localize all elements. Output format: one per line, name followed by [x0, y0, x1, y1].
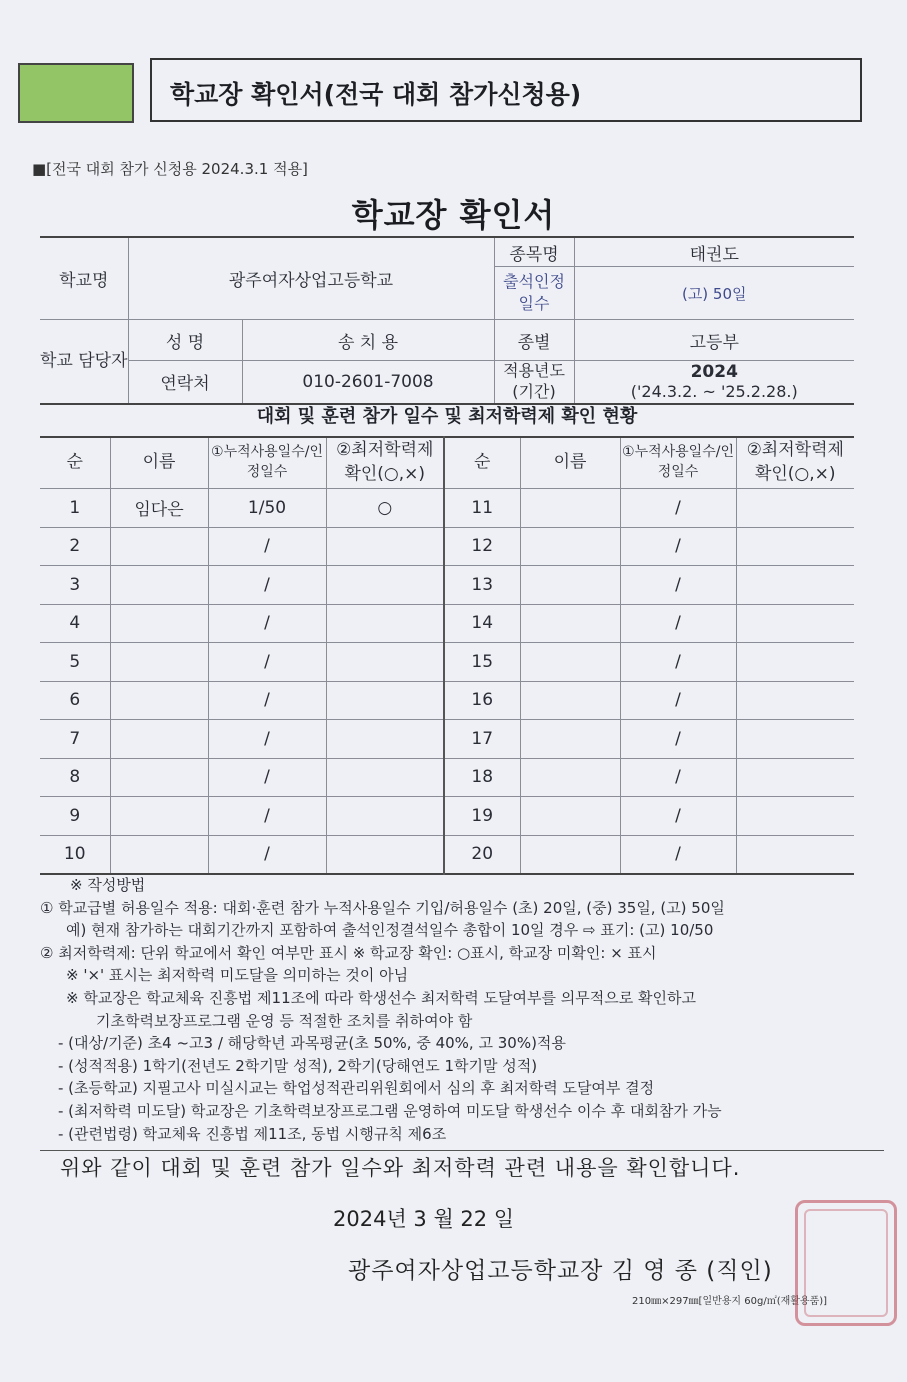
days-used: / — [620, 681, 736, 720]
header-title: 학교장 확인서(전국 대회 참가신청용) — [170, 80, 582, 109]
row-no: 10 — [40, 835, 110, 874]
instruction-line: - (관련법령) 학교체육 진흥법 제11조, 동법 시행규칙 제6조 — [58, 1124, 447, 1143]
row-no: 11 — [444, 489, 520, 528]
academic-check — [736, 835, 854, 874]
divider — [40, 1150, 884, 1151]
table-row — [40, 681, 854, 720]
col-days: ①누적사용일수/인정일수 — [620, 437, 736, 489]
academic-check — [736, 720, 854, 759]
manager-name: 송 치 용 — [242, 320, 494, 361]
instruction-line: - (대상/기준) 초4 ~고3 / 해당학년 과목평균(초 50%, 중 40%, 고 30%)적용 — [58, 1034, 566, 1053]
academic-check — [326, 835, 444, 874]
instruction-line: ② 최저학력제: 단위 학교에서 확인 여부만 표시 ※ 학교장 확인: ○표시, 학교장 미확인: × 표시 — [40, 943, 657, 962]
student-name — [520, 835, 620, 874]
days-used: / — [208, 604, 326, 643]
academic-check — [736, 681, 854, 720]
attendance-value: (고) 50일 — [574, 267, 854, 320]
days-used: / — [208, 835, 326, 874]
col-name: 이름 — [110, 437, 208, 489]
instruction-line: - (초등학교) 지필고사 미실시교는 학업성적관리위원회에서 심의 후 최저학력 도달여부 결정 — [58, 1079, 655, 1098]
student-name — [110, 527, 208, 566]
manager-label: 학교 담당자 — [40, 320, 128, 404]
days-used: / — [208, 797, 326, 836]
days-used: / — [620, 527, 736, 566]
academic-check — [326, 604, 444, 643]
student-name — [110, 758, 208, 797]
academic-check — [736, 604, 854, 643]
period-value: ('24.3.2. ~ '25.2.28.) — [630, 382, 798, 402]
row-no: 2 — [40, 527, 110, 566]
table-row — [40, 527, 854, 566]
academic-check — [326, 566, 444, 605]
table-row — [40, 835, 854, 874]
row-no: 17 — [444, 720, 520, 759]
category-label: 종별 — [494, 320, 574, 361]
student-name — [110, 604, 208, 643]
student-name — [520, 797, 620, 836]
instruction-line: ※ '×' 표시는 최저학력 미도달을 의미하는 것이 아님 — [66, 966, 409, 985]
row-no: 12 — [444, 527, 520, 566]
student-name — [520, 758, 620, 797]
days-used: / — [208, 643, 326, 682]
school-name: 광주여자상업고등학교 — [128, 237, 494, 320]
row-no: 14 — [444, 604, 520, 643]
sport-label: 종목명 — [494, 237, 574, 267]
writing-instructions — [40, 874, 880, 1145]
instruction-line: ① 학교급별 허용일수 적용: 대회·훈련 참가 누적사용일수 기입/허용일수 (초) 20일, (중) 35일, (고) 50일 — [40, 898, 725, 917]
col-check: ②최저학력제 확인(○,×) — [736, 437, 854, 489]
table-row — [40, 489, 854, 528]
days-used: / — [620, 720, 736, 759]
row-no: 4 — [40, 604, 110, 643]
row-no: 1 — [40, 489, 110, 528]
confirmation-text: 위와 같이 대회 및 훈련 참가 일수와 최저학력 관련 내용을 확인합니다. — [60, 1156, 741, 1180]
student-name — [520, 604, 620, 643]
student-name — [110, 797, 208, 836]
student-name — [110, 643, 208, 682]
instruction-line: ※ 학교장은 학교체육 진흥법 제11조에 따라 학생선수 최저학력 도달여부를 의무적으로 확인하고 — [66, 988, 696, 1007]
row-no: 16 — [444, 681, 520, 720]
school-info-table — [40, 236, 854, 405]
days-used: / — [208, 758, 326, 797]
row-no: 5 — [40, 643, 110, 682]
days-used: / — [208, 527, 326, 566]
academic-check — [326, 797, 444, 836]
row-no: 15 — [444, 643, 520, 682]
table-row — [40, 720, 854, 759]
attendance-label: 출석인정 일수 — [494, 267, 574, 320]
col-check: ②최저학력제 확인(○,×) — [326, 437, 444, 489]
document-title: 학교장 확인서 — [351, 196, 556, 234]
row-no: 6 — [40, 681, 110, 720]
days-used: / — [620, 566, 736, 605]
academic-check — [326, 527, 444, 566]
table-caption: 대회 및 훈련 참가 일수 및 최저학력제 확인 현황 — [256, 406, 638, 427]
academic-check — [326, 758, 444, 797]
row-no: 13 — [444, 566, 520, 605]
days-used: 1/50 — [208, 489, 326, 528]
instruction-line: - (최저학력 미도달) 학교장은 기초학력보장프로그램 운영하여 미도달 학생선수 이수 후 대회참가 가능 — [58, 1101, 722, 1120]
participation-table — [40, 436, 854, 875]
student-name — [520, 566, 620, 605]
academic-check — [736, 643, 854, 682]
col-name: 이름 — [520, 437, 620, 489]
academic-check — [736, 566, 854, 605]
category-value: 고등부 — [574, 320, 854, 361]
academic-check — [736, 797, 854, 836]
table-row — [40, 566, 854, 605]
green-label-box — [18, 63, 134, 123]
instruction-line: - (성적적용) 1학기(전년도 2학기말 성적), 2학기(당해연도 1학기말 성적) — [58, 1056, 538, 1075]
col-days: ①누적사용일수/인정일수 — [208, 437, 326, 489]
instruction-line: 예) 현재 참가하는 대회기간까지 포함하여 출석인정결석일수 총합이 10일 경우 ⇨ 표기: (고) 10/50 — [66, 921, 714, 940]
student-name — [520, 720, 620, 759]
student-name — [110, 835, 208, 874]
days-used: / — [208, 720, 326, 759]
academic-check: ○ — [326, 489, 444, 528]
student-name — [520, 489, 620, 528]
student-name — [520, 527, 620, 566]
contact-value: 010-2601-7008 — [242, 361, 494, 404]
school-label: 학교명 — [40, 237, 128, 320]
academic-check — [326, 643, 444, 682]
academic-check — [736, 527, 854, 566]
row-no: 9 — [40, 797, 110, 836]
table-row — [40, 643, 854, 682]
days-used: / — [620, 797, 736, 836]
days-used: / — [620, 758, 736, 797]
row-no: 7 — [40, 720, 110, 759]
days-used: / — [208, 566, 326, 605]
instruction-line: ※ 작성방법 — [70, 876, 146, 894]
table-header-row — [40, 437, 854, 489]
student-name — [110, 566, 208, 605]
form-version-note: ■[전국 대회 참가 신청용 2024.3.1 적용] — [32, 160, 308, 178]
row-no: 19 — [444, 797, 520, 836]
days-used: / — [620, 604, 736, 643]
student-name — [520, 643, 620, 682]
academic-check — [326, 681, 444, 720]
col-no: 순 — [444, 437, 520, 489]
academic-check — [736, 489, 854, 528]
row-no: 8 — [40, 758, 110, 797]
year-value: 2024 — [690, 362, 738, 382]
table-row — [40, 758, 854, 797]
student-name: 임다은 — [110, 489, 208, 528]
days-used: / — [620, 643, 736, 682]
year-label: 적용년도 (기간) — [494, 361, 574, 404]
days-used: / — [620, 835, 736, 874]
paper-spec: 210㎜×297㎜[일반용지 60g/㎡(재활용품)] — [632, 1296, 828, 1307]
col-no: 순 — [40, 437, 110, 489]
days-used: / — [620, 489, 736, 528]
academic-check — [736, 758, 854, 797]
row-no: 20 — [444, 835, 520, 874]
name-label: 성 명 — [128, 320, 242, 361]
principal-signature: 광주여자상업고등학교장 김 영 종 (직인) — [348, 1258, 773, 1284]
issue-date: 2024년 3 월 22 일 — [333, 1207, 515, 1231]
header-box — [150, 58, 862, 122]
contact-label: 연락처 — [128, 361, 242, 404]
student-name — [110, 720, 208, 759]
table-row — [40, 604, 854, 643]
academic-check — [326, 720, 444, 759]
sport-value: 태권도 — [574, 237, 854, 267]
row-no: 3 — [40, 566, 110, 605]
instruction-line: 기초학력보장프로그램 운영 등 적절한 조치를 취하여야 함 — [96, 1011, 473, 1030]
student-name — [520, 681, 620, 720]
official-seal — [795, 1200, 897, 1326]
student-name — [110, 681, 208, 720]
row-no: 18 — [444, 758, 520, 797]
table-row — [40, 797, 854, 836]
days-used: / — [208, 681, 326, 720]
